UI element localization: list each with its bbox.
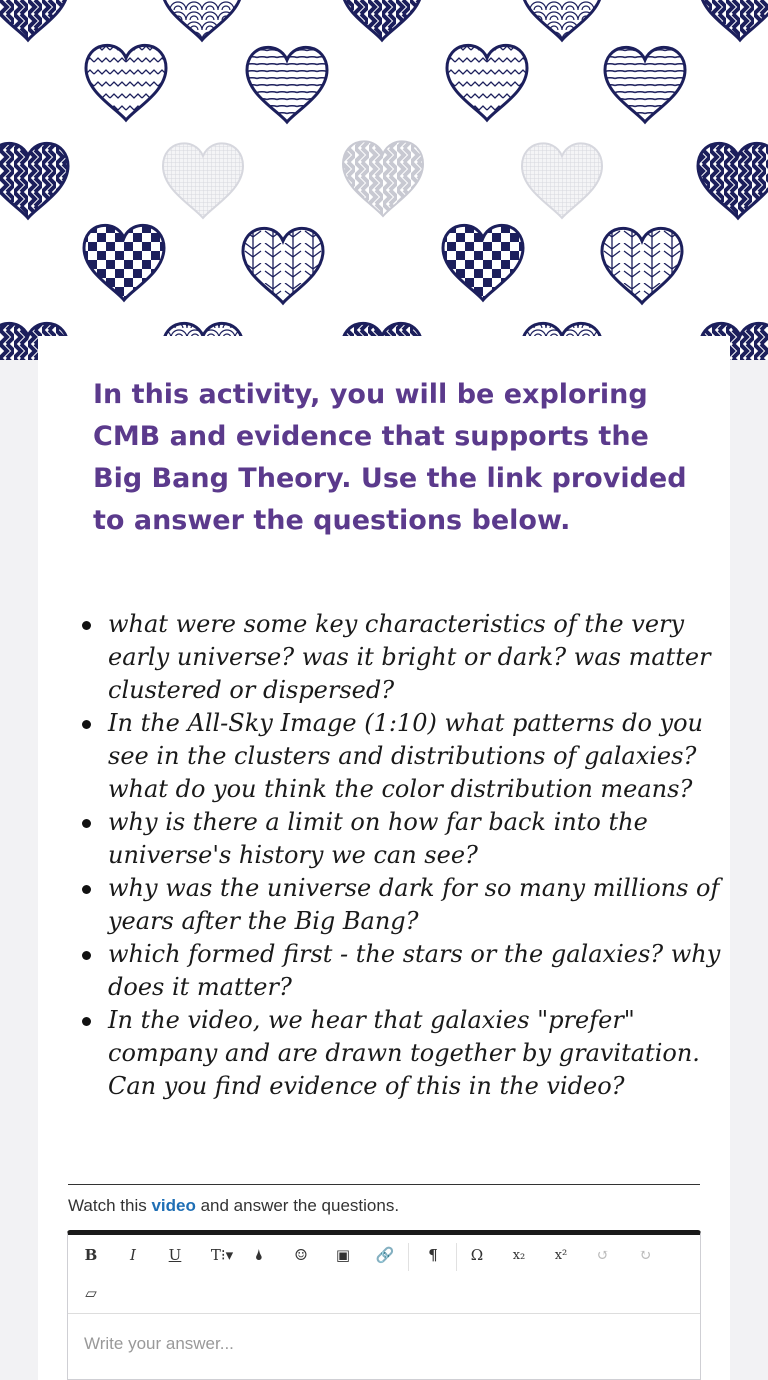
video-link[interactable]: video bbox=[151, 1196, 196, 1215]
italic-button[interactable]: I bbox=[130, 1246, 136, 1264]
list-item: which formed first - the stars or the galaxies? why does it matter? bbox=[108, 938, 748, 1004]
list-item: In the All-Sky Image (1:10) what patterns do you see in the clusters and distributions of galaxies? what do you think the color distribution means? bbox=[108, 707, 748, 806]
heart-pattern bbox=[0, 0, 768, 360]
redo-icon[interactable]: ↻ bbox=[638, 1246, 652, 1264]
list-item: why is there a limit on how far back into the universe's history we can see? bbox=[108, 806, 748, 872]
answer-editor bbox=[67, 1230, 701, 1380]
list-item: why was the universe dark for so many millions of years after the Big Bang? bbox=[108, 872, 748, 938]
image-icon[interactable]: ▣ bbox=[335, 1246, 351, 1264]
editor-toolbar bbox=[68, 1235, 700, 1314]
text-color-icon[interactable]: 🌢 bbox=[254, 1246, 264, 1264]
instruction-text bbox=[68, 1196, 399, 1216]
divider bbox=[68, 1184, 700, 1185]
instruction-after: and answer the questions. bbox=[195, 1196, 400, 1215]
clear-formatting-icon[interactable]: ▱ bbox=[85, 1284, 97, 1302]
activity-heading: In this activity, you will be exploring CMB and evidence that supports the Big Bang Theory. Use the link provided to answer the questions below. bbox=[93, 379, 687, 536]
bold-button[interactable]: B bbox=[84, 1246, 98, 1264]
text-size-button[interactable]: T⁝▾ bbox=[210, 1246, 234, 1264]
toolbar-separator bbox=[408, 1243, 409, 1271]
question-list bbox=[68, 608, 748, 1103]
activity-card bbox=[38, 336, 730, 1380]
link-icon[interactable]: 🔗 bbox=[375, 1246, 395, 1264]
toolbar-separator bbox=[456, 1243, 457, 1271]
superscript-button[interactable]: x² bbox=[554, 1247, 568, 1263]
undo-icon[interactable]: ↺ bbox=[596, 1246, 610, 1264]
paragraph-direction-icon[interactable]: ¶ bbox=[428, 1246, 438, 1264]
special-character-icon[interactable]: Ω bbox=[470, 1246, 484, 1264]
underline-button[interactable]: U bbox=[168, 1246, 182, 1264]
instruction-before: Watch this bbox=[68, 1196, 152, 1215]
emoji-icon[interactable]: ☺ bbox=[294, 1246, 308, 1264]
answer-input[interactable] bbox=[68, 1314, 700, 1374]
subscript-button[interactable]: x₂ bbox=[512, 1247, 526, 1263]
list-item: what were some key characteristics of the very early universe? was it bright or dark? was matter clustered or dispersed? bbox=[108, 608, 748, 707]
list-item: In the video, we hear that galaxies "prefer" company and are drawn together by gravitation. Can you find evidence of this in the video? bbox=[108, 1004, 748, 1103]
heart-pattern-banner bbox=[0, 0, 768, 360]
